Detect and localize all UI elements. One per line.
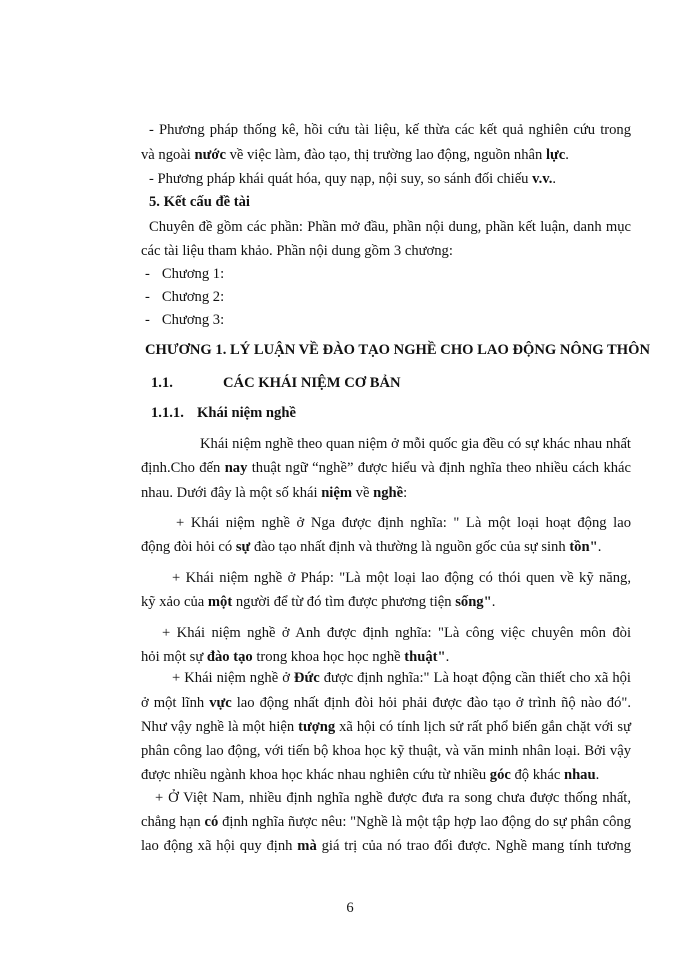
text: .	[595, 767, 600, 783]
text: .	[491, 594, 496, 610]
text: ở một lĩnh	[141, 695, 210, 711]
text: định.Cho đến	[141, 460, 225, 476]
text: Chương 3:	[161, 312, 225, 328]
bold-text: tượng	[298, 719, 336, 735]
text: .	[552, 171, 557, 187]
text: về	[352, 485, 374, 501]
text: thuật ngữ “nghề” được hiểu và định nghĩa theo nhiều cách khác	[247, 460, 631, 476]
text: hỏi một sự	[141, 649, 207, 665]
bold-text: nước	[194, 147, 226, 163]
text: + Khái niệm nghề ở Anh được định nghĩa: "Là công việc chuyên môn đòi	[162, 625, 631, 641]
section-heading	[151, 374, 401, 392]
bold-text: góc	[489, 767, 511, 783]
text: kỹ xảo của	[141, 594, 208, 610]
bold-text: Đức	[293, 670, 320, 686]
text: trong khoa học học nghề	[252, 649, 405, 665]
chapter-title	[145, 341, 650, 359]
body-line	[141, 538, 601, 556]
text: + Khái niệm nghề ở Pháp: "Là một loại lao động có thói quen về kỹ năng,	[172, 570, 631, 586]
body-line	[172, 569, 631, 587]
text: - Phương pháp khái quát hóa, quy nạp, nội suy, so sánh đối chiếu	[149, 171, 533, 187]
text: .	[565, 147, 569, 163]
body-line	[141, 742, 631, 760]
methods-line-3	[149, 170, 556, 188]
text: + Ở Việt Nam, nhiều định nghĩa nghề được đưa ra song chưa được thống nhất,	[155, 790, 631, 806]
text: động đòi hỏi có	[141, 539, 236, 555]
chapter-list-item	[145, 265, 224, 283]
bold-text: vực	[209, 695, 232, 711]
text: được định nghĩa:" Là hoạt động cần thiết cho xã hội	[319, 670, 631, 686]
body-line	[141, 813, 631, 831]
body-line	[141, 484, 407, 502]
text: đào tạo nhất định và thường là nguồn gốc của sự sinh	[250, 539, 570, 555]
text: CHƯƠNG 1. LÝ LUẬN VỀ ĐÀO TẠO NGHỀ CHO LAO ĐỘNG NÔNG THÔN	[145, 342, 651, 358]
bold-text: có	[204, 814, 219, 830]
text: định nghĩa ñược nêu: "Nghề là một tập hợp lao động do sự phân công	[218, 814, 632, 830]
methods-line-2	[141, 146, 631, 164]
text: độ khác	[510, 767, 564, 783]
dash: -	[145, 289, 150, 305]
body-line	[141, 694, 631, 712]
bold-text: nay	[224, 460, 248, 476]
dash: -	[145, 266, 150, 282]
body-line	[155, 789, 631, 807]
text: Chuyên đề gồm các phần: Phần mở đầu, phần nội dung, phần kết luận, danh mục	[149, 219, 631, 235]
section-heading-structure	[149, 193, 250, 211]
text: + Khái niệm nghề ở	[172, 670, 294, 686]
text: lao động xã hội quy định	[141, 838, 298, 854]
bold-text: thuật"	[404, 649, 446, 665]
bold-text: sự	[235, 539, 251, 555]
body-line	[141, 718, 631, 736]
text: + Khái niệm nghề ở Nga được định nghĩa: " Là một loại hoạt động lao	[176, 515, 631, 531]
text: :	[403, 485, 408, 501]
subsection-heading	[151, 404, 296, 422]
text: giá trị của nó trao đổi được. Nghề mang tính tương	[316, 838, 631, 854]
bold-text: nghề	[373, 485, 404, 501]
text: .	[445, 649, 450, 665]
bold-text: một	[207, 594, 233, 610]
section-number: 1.1.	[151, 375, 173, 391]
text: 5. Kết cấu đề tài	[149, 194, 250, 210]
body-line	[141, 648, 449, 666]
text: nhau. Dưới đây là một số khái	[141, 485, 322, 501]
bold-text: đào tạo	[206, 649, 253, 665]
bold-text: tồn"	[569, 539, 598, 555]
body-line	[141, 766, 599, 784]
text: Khái niệm nghề theo quan niệm ở mỗi quốc gia đều có sự khác nhau nhất	[200, 436, 631, 452]
text: Chương 1:	[161, 266, 225, 282]
methods-line-1	[149, 121, 631, 139]
text: các tài liệu tham khảo. Phần nội dung gồm 3 chương:	[141, 243, 453, 259]
text: chẳng hạn	[141, 814, 205, 830]
body-line	[172, 669, 631, 687]
text: Chương 2:	[161, 289, 225, 305]
body-line	[141, 593, 495, 611]
bold-text: v.v.	[532, 171, 553, 187]
text: phân công lao động, với tiến bộ khoa học kỹ thuật, và văn minh nhân loại. Bởi vậy	[141, 743, 631, 759]
structure-line-1	[149, 218, 631, 236]
structure-line-2	[141, 242, 453, 260]
dash: -	[145, 312, 150, 328]
bold-text: lực	[545, 147, 566, 163]
section-title: CÁC KHÁI NIỆM CƠ BẢN	[223, 375, 401, 391]
subsection-title: Khái niệm nghề	[197, 405, 296, 421]
text: - Phương pháp thống kê, hồi cứu tài liệu, kế thừa các kết quả nghiên cứu trong	[149, 122, 631, 138]
text: lao động nhất định đòi hỏi phải được đào tạo ở trình ñộ nào đó".	[231, 695, 631, 711]
text: được nhiều ngành khoa học khác nhau nghiên cứu từ nhiều	[141, 767, 490, 783]
body-line	[162, 624, 631, 642]
chapter-list-item	[145, 288, 224, 306]
text: xã hội có tính lịch sử rất phổ biến gắn chặt với sự	[335, 719, 631, 735]
bold-text: mà	[297, 838, 317, 854]
text: người để từ đó tìm được phương tiện	[232, 594, 456, 610]
text: .	[597, 539, 602, 555]
body-line	[200, 435, 631, 453]
body-line	[141, 837, 631, 855]
text: và ngoài	[141, 147, 195, 163]
chapter-list-item	[145, 311, 224, 329]
text: Như vậy nghề là một hiện	[141, 719, 299, 735]
text: về việc làm, đào tạo, thị trường lao động, nguồn nhân	[225, 147, 546, 163]
body-line	[141, 459, 631, 477]
subsection-number: 1.1.1.	[151, 405, 184, 421]
bold-text: sống"	[455, 594, 492, 610]
bold-text: niệm	[321, 485, 352, 501]
body-line	[176, 514, 631, 532]
page-number: 6	[346, 900, 354, 916]
bold-text: nhau	[563, 767, 596, 783]
